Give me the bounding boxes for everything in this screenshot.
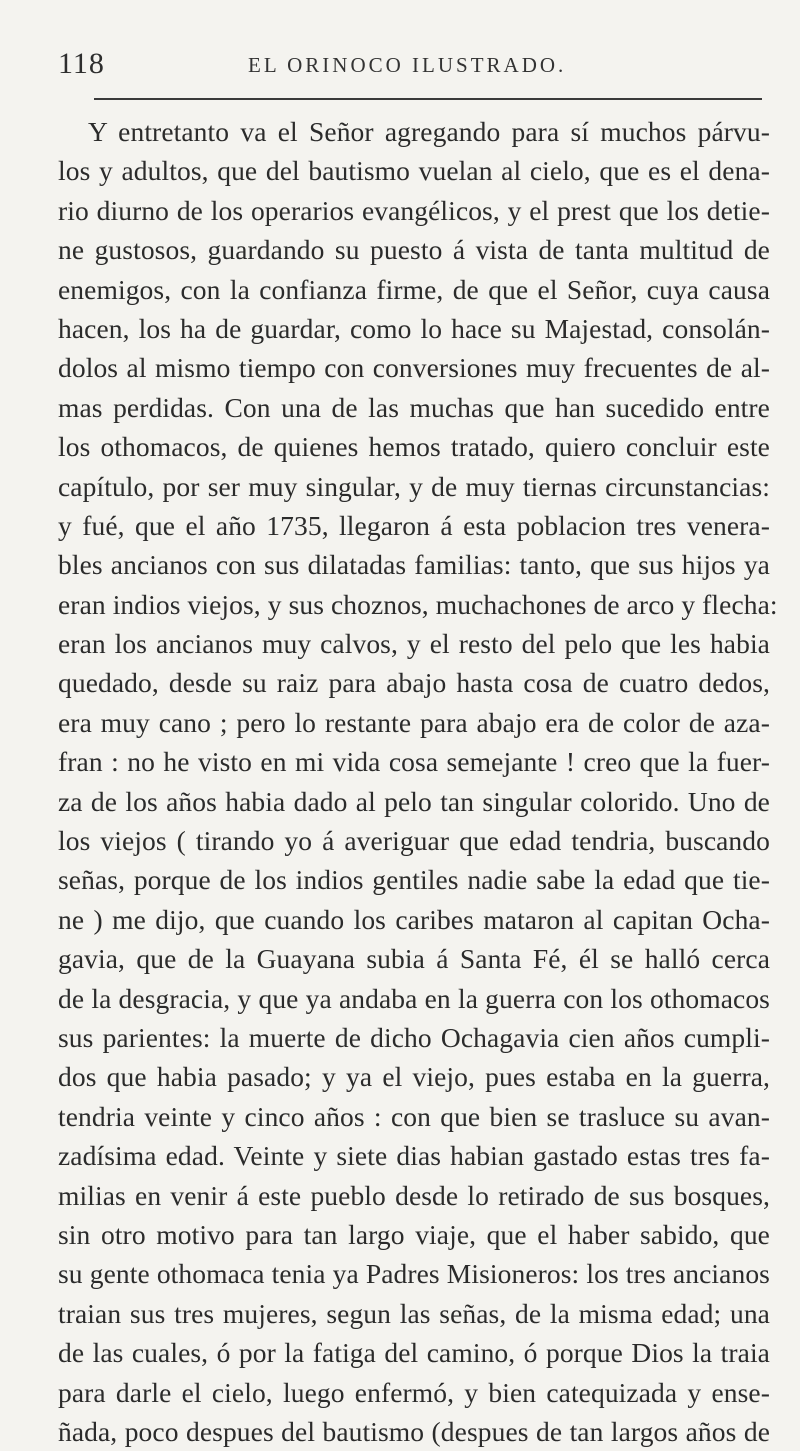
page-header <box>58 44 766 84</box>
text-line: hacen, los ha de guardar, como lo hace su Majestad, consolán- <box>58 312 770 344</box>
text-line: era muy cano ; pero lo restante para abajo era de color de aza- <box>58 706 770 738</box>
text-line: los othomacos, de quienes hemos tratado, quiero concluir este <box>58 431 770 463</box>
body-text <box>58 112 778 1451</box>
text-line: los y adultos, que del bautismo vuelan al cielo, que es el dena- <box>58 155 770 187</box>
text-line: ne gustosos, guardando su puesto á vista de tanta multitud de <box>58 234 770 266</box>
text-line: zadísima edad. Veinte y siete dias habian gastado estas tres fa- <box>58 1140 770 1172</box>
text-line: para darle el cielo, luego enfermó, y bien catequizada y ense- <box>58 1376 770 1408</box>
text-line: y fué, que el año 1735, llegaron á esta poblacion tres venera- <box>58 509 770 541</box>
text-line: ne ) me dijo, que cuando los caribes mataron al capitan Ocha- <box>58 903 770 935</box>
text-line: eran los ancianos muy calvos, y el resto del pelo que les habia <box>58 628 770 660</box>
text-line: sin otro motivo para tan largo viaje, que el haber sabido, que <box>58 1218 770 1250</box>
text-line: mas perdidas. Con una de las muchas que han sucedido entre <box>58 391 770 423</box>
text-line: sus parientes: la muerte de dicho Ochagavia cien años cumpli- <box>58 1021 770 1053</box>
text-line: rio diurno de los operarios evangélicos, y el prest que los detie- <box>58 194 770 226</box>
text-line: los viejos ( tirando yo á averiguar que edad tendria, buscando <box>58 825 770 857</box>
text-line: enemigos, con la confianza firme, de que el Señor, cuya causa <box>58 273 770 305</box>
text-line: de las cuales, ó por la fatiga del camino, ó porque Dios la traia <box>58 1337 770 1369</box>
text-line: za de los años habia dado al pelo tan singular colorido. Uno de <box>58 785 770 817</box>
text-line: señas, porque de los indios gentiles nadie sabe la edad que tie- <box>58 864 770 896</box>
text-line: dolos al mismo tiempo con conversiones muy frecuentes de al- <box>58 352 770 384</box>
text-line: quedado, desde su raiz para abajo hasta cosa de cuatro dedos, <box>58 667 770 699</box>
text-line: tendria veinte y cinco años : con que bien se trasluce su avan- <box>58 1100 770 1132</box>
text-line: milias en venir á este pueblo desde lo retirado de sus bosques, <box>58 1179 770 1211</box>
header-rule <box>94 98 762 100</box>
text-line: de la desgracia, y que ya andaba en la guerra con los othomacos <box>58 982 770 1014</box>
text-line: fran : no he visto en mi vida cosa semejante ! creo que la fuer- <box>58 746 770 778</box>
text-line: traian sus tres mujeres, segun las señas, de la misma edad; una <box>58 1297 770 1329</box>
text-line: su gente othomaca tenia ya Padres Misioneros: los tres ancianos <box>58 1258 770 1290</box>
text-line: ñada, poco despues del bautismo (despues de tan largos años de <box>58 1415 770 1447</box>
text-line: Y entretanto va el Señor agregando para sí muchos párvu- <box>88 116 770 147</box>
text-line: dos que habia pasado; y ya el viejo, pues estaba en la guerra, <box>58 1061 770 1093</box>
text-line: eran indios viejos, y sus choznos, muchachones de arco y flecha: <box>58 588 778 620</box>
text-line: capítulo, por ser muy singular, y de muy tiernas circunstancias: <box>58 470 770 502</box>
text-line: bles ancianos con sus dilatadas familias: tanto, que sus hijos ya <box>58 549 770 581</box>
page-number: 118 <box>58 47 105 80</box>
running-title: EL ORINOCO ILUSTRADO. <box>248 53 567 77</box>
text-line: gavia, que de la Guayana subia á Santa Fé, él se halló cerca <box>58 943 770 975</box>
